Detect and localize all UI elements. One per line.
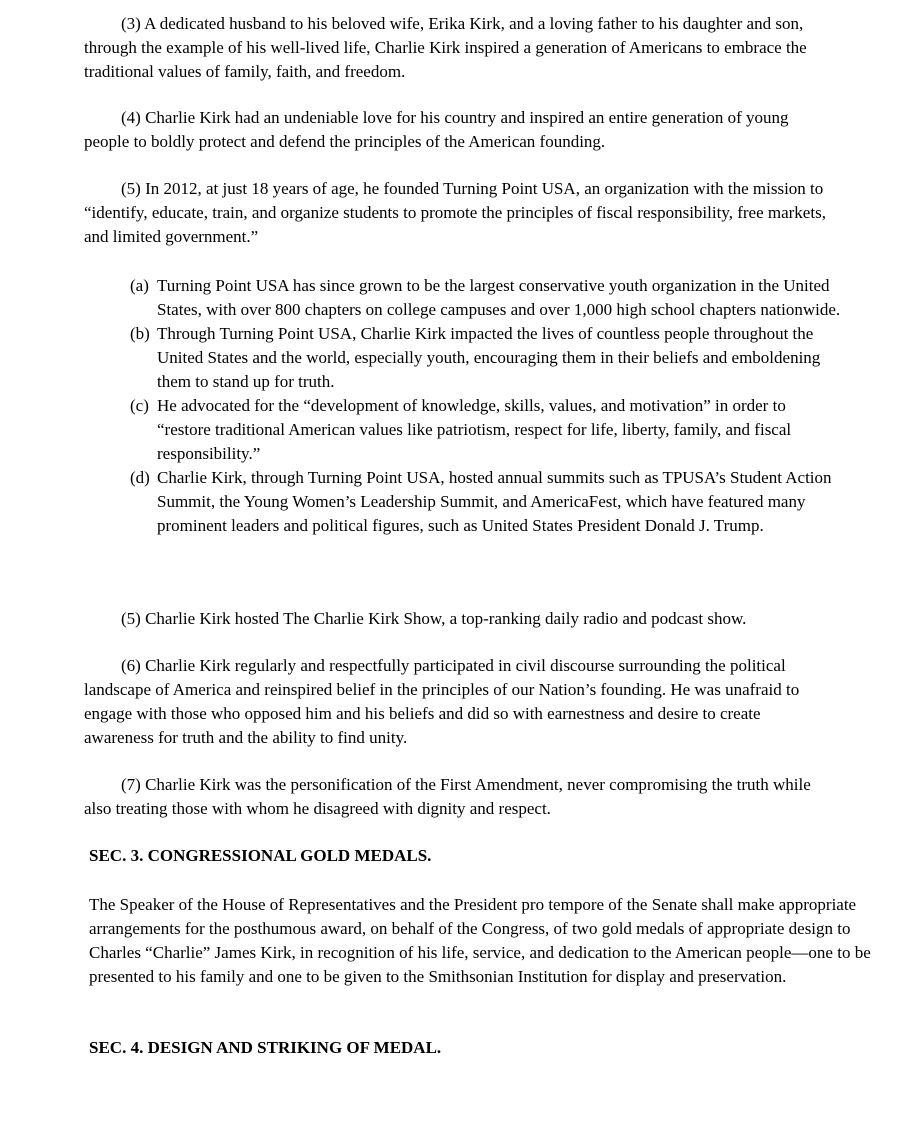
section-3-body: The Speaker of the House of Representatives and the President pro tempore of the Senate shall make appropriate arrangements for the posthumous award, on behalf of the Congress, of two gold medals of appropriate design to Charles “Charlie” James Kirk, in recognition of his life, service, and dedication to the American people—one to be presented to his family and one to be given to the Smithsonian Institution for display and preservation. [89,895,871,986]
subparagraph-text: Turning Point USA has since grown to be the largest conservative youth organization in the United States, with over 800 chapters on college campuses and over 1,000 high school chapters nationwide. [157,276,841,319]
subparagraph-a [130,274,842,322]
finding-4: (4) Charlie Kirk had an undeniable love for his country and inspired an entire generation of young people to boldly protect and defend the principles of the American founding. [84,108,789,151]
finding-7: (7) Charlie Kirk was the personification of the First Amendment, never compromising the truth while also treating those with whom he disagreed with dignity and respect. [84,775,811,818]
subparagraph-text: Charlie Kirk, through Turning Point USA, hosted annual summits such as TPUSA’s Student Action Summit, the Young Women’s Leadership Summit, and AmericaFest, which have featured many prominent leaders and political figures, such as United States President Donald J. Trump. [157,468,832,535]
subparagraph-d [130,466,842,538]
finding-5-turning-point: (5) In 2012, at just 18 years of age, he founded Turning Point USA, an organization with the mission to “identify, educate, train, and organize students to promote the principles of fiscal responsibility, free markets, and limited government.” [84,179,826,246]
finding-3: (3) A dedicated husband to his beloved wife, Erika Kirk, and a loving father to his daughter and son, through the example of his well-lived life, Charlie Kirk inspired a generation of Americans to embrace the traditional values of family, faith, and freedom. [84,14,807,81]
section-3-heading: SEC. 3. CONGRESSIONAL GOLD MEDALS. [89,846,432,865]
subparagraph-c [130,394,842,466]
section-4-heading: SEC. 4. DESIGN AND STRIKING OF MEDAL. [89,1038,442,1057]
subparagraph-marker: (c) [130,396,149,415]
subparagraph-text: He advocated for the “development of knowledge, skills, values, and motivation” in order to “restore traditional American values like patriotism, respect for life, liberty, family, and fiscal responsibility.” [157,396,792,463]
subparagraph-text: Through Turning Point USA, Charlie Kirk impacted the lives of countless people throughout the United States and the world, especially youth, encouraging them in their beliefs and emboldening them to stand up for truth. [157,324,821,391]
subparagraph-marker: (a) [130,276,149,295]
finding-5-subparagraphs [130,274,842,538]
subparagraph-marker: (d) [130,468,150,487]
subparagraph-b [130,322,842,394]
subparagraph-marker: (b) [130,324,150,343]
finding-5-show: (5) Charlie Kirk hosted The Charlie Kirk Show, a top-ranking daily radio and podcast show. [121,609,747,628]
finding-6: (6) Charlie Kirk regularly and respectfully participated in civil discourse surrounding the political landscape of America and reinspired belief in the principles of our Nation’s founding. He was unafraid to engage with those who opposed him and his beliefs and did so with earnestness and desire to create awareness for truth and the ability to find unity. [84,656,800,747]
